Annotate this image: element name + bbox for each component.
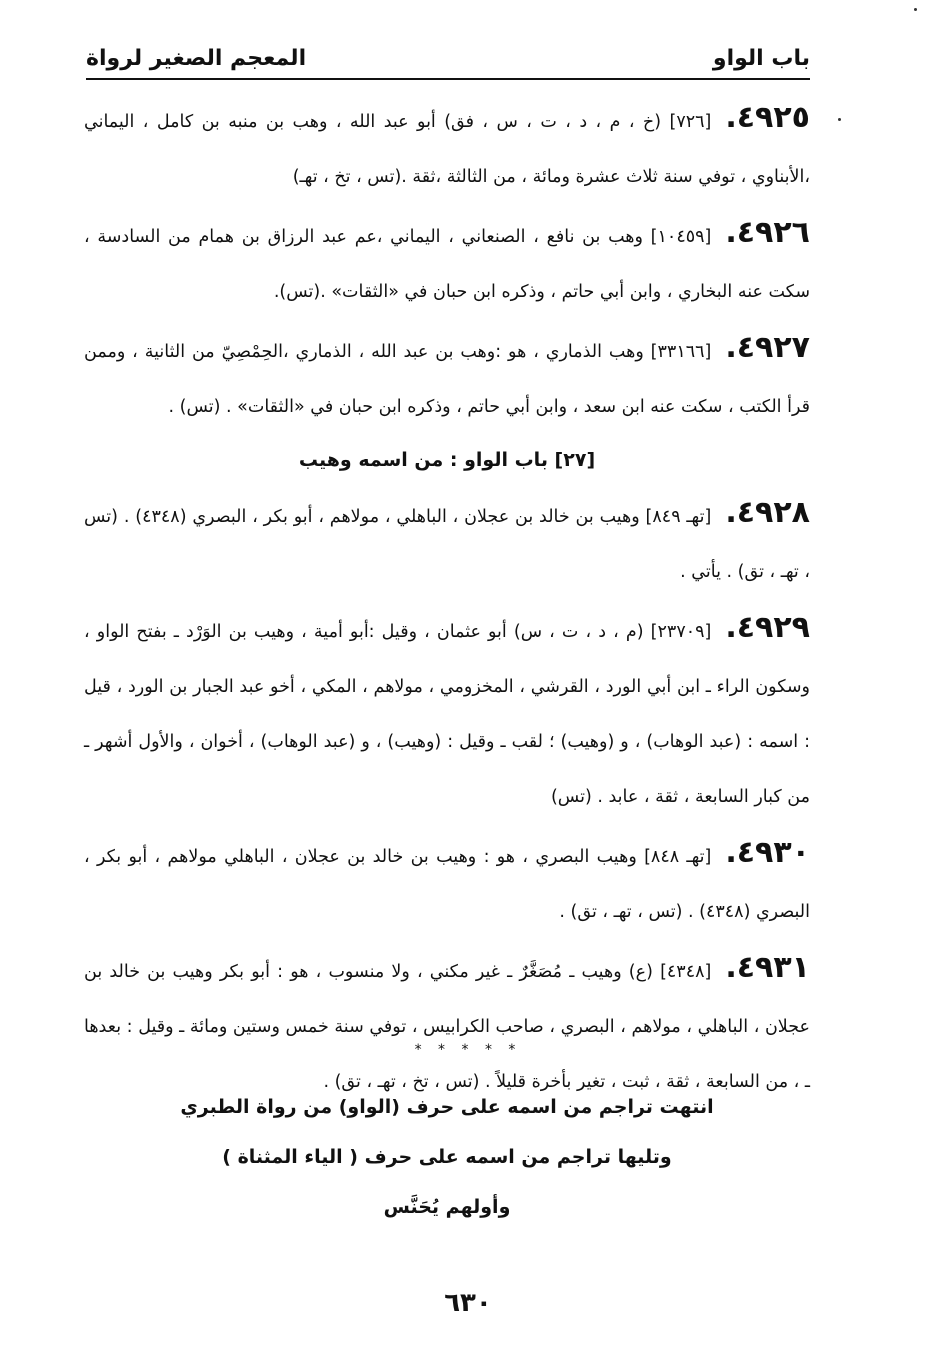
entry-number: ٤٩٢٨.: [725, 495, 810, 530]
entry-text: [تهـ ٨٤٨] وهيب البصري ، هو : وهيب بن خالد بن عجلان ، الباهلي مولاهم ، أبو بكر ، البصري (٤٣٤٨) . (تس ، تهـ ، تق) .: [84, 847, 810, 922]
section-heading: [٢٧] باب الواو : من اسمه وهيب: [298, 449, 596, 471]
closing-line-2: وتليها تراجم من اسمه على حرف ( الياء المثناة ): [222, 1146, 672, 1168]
entry-number: ٤٩٢٩.: [725, 610, 810, 645]
entry-number: ٤٩٣٠.: [725, 835, 810, 870]
entry-number: ٤٩٣١.: [725, 950, 810, 985]
entry-number: ٤٩٢٦.: [725, 215, 810, 250]
page-number: ٦٣٠: [444, 1288, 492, 1318]
entry-4929: [84, 600, 810, 825]
entry-text: [٣٣١٦٦] وهب الذماري ، هو :وهب بن عبد الله ، الذماري ،الحِمْصِيّ من الثانية ، وممن قرأ الكتب ، سكت عنه ابن سعد ، وابن أبي حاتم ، وذكره ابن حبان في «الثقات» . (تس) .: [84, 342, 810, 417]
header-chapter-title: باب الواو: [712, 45, 810, 71]
entry-text: [٧٢٦] (خ ، م ، د ، ت ، س ، فق) أبو عبد الله ، وهب بن منبه بن كامل ، اليماني ،الأبناوي ، توفي سنة ثلاث عشرة ومائة ، من الثالثة ،ثقة .(تس ، تخ ، تهـ): [84, 112, 810, 187]
entry-number: ٤٩٢٧.: [725, 330, 810, 365]
entry-text: [تهـ ٨٤٩] وهيب بن خالد بن عجلان ، الباهلي ، مولاهم ، أبو بكر ، البصري (٤٣٤٨) . (تس ، تهـ ، تق) . يأتي .: [84, 507, 810, 582]
entry-text: [٤٣٤٨] (ع) وهيب ـ مُصَغَّرٌ ـ غير مكني ، ولا منسوب ، هو : أبو بكر وهيب بن خالد بن عجلان ، الباهلي ، مولاهم ، البصري ، صاحب الكرابيس ، توفي سنة خمس وستين ومائة ـ وقيل : بعدها ـ ، من السابعة ، ثقة ، ثبت ، تغير بأخرة قليلاً . (تس ، تخ ، تهـ ، تق) .: [84, 962, 810, 1092]
entries-container: [84, 90, 810, 1110]
entry-4925: [84, 90, 810, 205]
entry-4928: [84, 485, 810, 600]
closing-line-1: انتهت تراجم من اسمه على حرف (الواو) من رواة الطبري: [180, 1096, 714, 1118]
closing-notice: [84, 1082, 810, 1232]
separator-stars: * * * * *: [414, 1042, 522, 1058]
entry-4927: [84, 320, 810, 435]
scan-speck: [838, 118, 841, 121]
entry-4930: [84, 825, 810, 940]
closing-line-3: وأولهم يُحَنَّس: [383, 1196, 511, 1218]
entry-text: [٢٣٧٠٩] (م ، د ، ت ، س) أبو عثمان ، وقيل :أبو أمية ، وهيب بن الوَرْد ـ بفتح الواو ، وسكون الراء ـ ابن أبي الورد ، القرشي ، المخزومي ، مولاهم ، المكي ، أخو عبد الجبار بن الورد ، قيل : اسمه : (عبد الوهاب) ، و (وهيب) ؛ لقب ـ وقيل : (وهيب) ، و (عبد الوهاب) ، أخوان ، والأول أشهر ـ من كبار السابعة ، ثقة ، عابد . (تس): [84, 622, 810, 807]
entry-number: ٤٩٢٥.: [725, 100, 810, 135]
entry-4926: [84, 205, 810, 320]
entry-text: [١٠٤٥٩] وهب بن نافع ، الصنعاني ، اليماني ،عم عبد الرزاق بن همام من السادسة ، سكت عنه البخاري ، وابن أبي حاتم ، وذكره ابن حبان في «الثقات» .(تس).: [84, 227, 810, 302]
running-header: [86, 38, 810, 80]
header-book-title: المعجم الصغير لرواة: [86, 45, 307, 71]
scan-speck: [914, 8, 917, 11]
